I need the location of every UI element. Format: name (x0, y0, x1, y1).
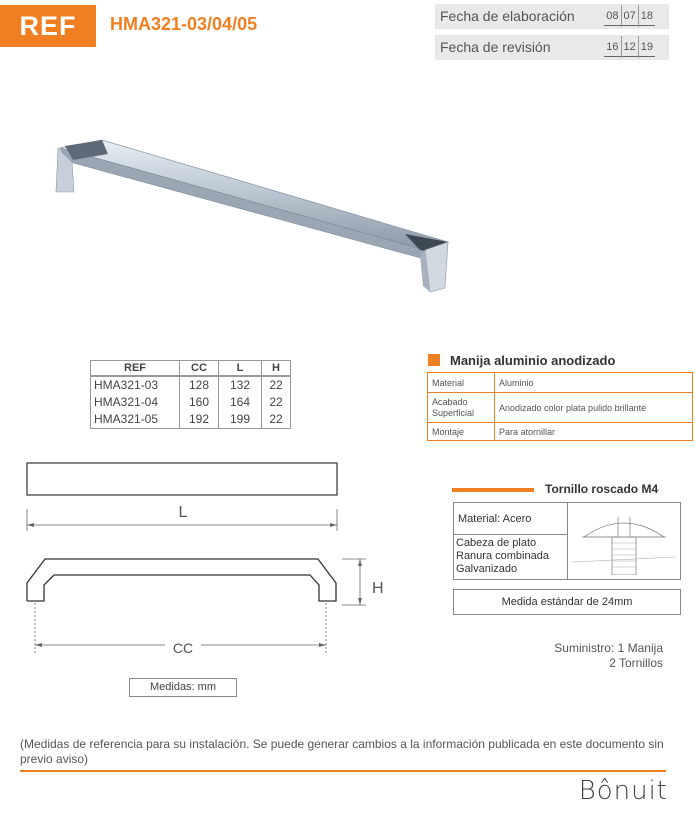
screw-title: Tornillo roscado M4 (545, 482, 659, 496)
elaboration-value: 08 07 18 (604, 5, 655, 26)
screw-details (453, 502, 681, 580)
spec-key (428, 393, 495, 423)
ref-table-header (91, 361, 291, 377)
disclaimer: (Medidas de referencia para su instalación. Se puede generar cambios a la información publicada en este documento sin previo aviso) (20, 737, 664, 766)
table-row (428, 393, 693, 423)
spec-key-line: Superficial (432, 407, 475, 418)
revision-date (435, 35, 669, 60)
model-title: HMA321-03/04/05 (110, 14, 258, 34)
spec-value: Para atornillar (495, 423, 693, 441)
table-row (428, 373, 693, 393)
cell: HMA321-04 (91, 394, 180, 411)
cell: 192 (180, 411, 219, 429)
screw-diagram (572, 507, 676, 575)
table-row (91, 394, 291, 411)
screw-feature: Galvanizado (456, 563, 518, 575)
cell: 160 (180, 394, 219, 411)
col-ref: REF (91, 361, 180, 377)
cell: 22 (262, 376, 291, 394)
label-l: L (178, 504, 188, 521)
cell: 22 (262, 394, 291, 411)
cell: 132 (219, 376, 262, 394)
label-h: H (372, 580, 384, 597)
elaboration-date (435, 4, 669, 29)
spec-value: Aluminio (495, 373, 693, 393)
supply-line: Suministro: 1 Manija (554, 641, 663, 655)
screw-material: Material: Acero (458, 513, 532, 525)
cell: HMA321-03 (91, 376, 180, 394)
revision-value: 16 12 19 (604, 36, 655, 57)
screw-standard: Medida estándar de 24mm (453, 589, 681, 615)
ref-table (90, 360, 291, 429)
cell: 22 (262, 411, 291, 429)
spec-bullet-icon (428, 354, 440, 366)
screw-feature: Cabeza de plato (456, 537, 537, 549)
supply-info (554, 641, 663, 671)
spec-key: Montaje (428, 423, 495, 441)
table-row (91, 411, 291, 429)
units-label: Medidas: mm (129, 678, 237, 697)
technical-drawing (20, 455, 400, 670)
spec-value: Anodizado color plata pulido brillante (495, 393, 693, 423)
col-cc: CC (180, 361, 219, 377)
handle-product-image (40, 130, 460, 300)
col-l: L (219, 361, 262, 377)
screw-feature: Ranura combinada (456, 550, 549, 562)
screw-accent-bar (452, 488, 534, 492)
cell: 128 (180, 376, 219, 394)
cell: 199 (219, 411, 262, 429)
table-row (91, 376, 291, 394)
spec-title: Manija aluminio anodizado (450, 353, 616, 368)
label-cc: CC (172, 640, 194, 656)
ref-badge: REF (0, 5, 96, 47)
side-view-outline (27, 559, 336, 601)
spec-table (427, 372, 693, 441)
spec-key: Material (428, 373, 495, 393)
revision-label: Fecha de revisión (440, 39, 551, 55)
top-view-outline (27, 463, 337, 495)
col-h: H (262, 361, 291, 377)
table-row (428, 423, 693, 441)
cell: 164 (219, 394, 262, 411)
spec-key-line: Acabado (432, 396, 468, 407)
brand-logo: Bônuit (578, 776, 668, 806)
footer-divider (20, 770, 666, 772)
elaboration-label: Fecha de elaboración (440, 8, 575, 24)
cell: HMA321-05 (91, 411, 180, 429)
supply-line: 2 Tornillos (609, 656, 663, 670)
